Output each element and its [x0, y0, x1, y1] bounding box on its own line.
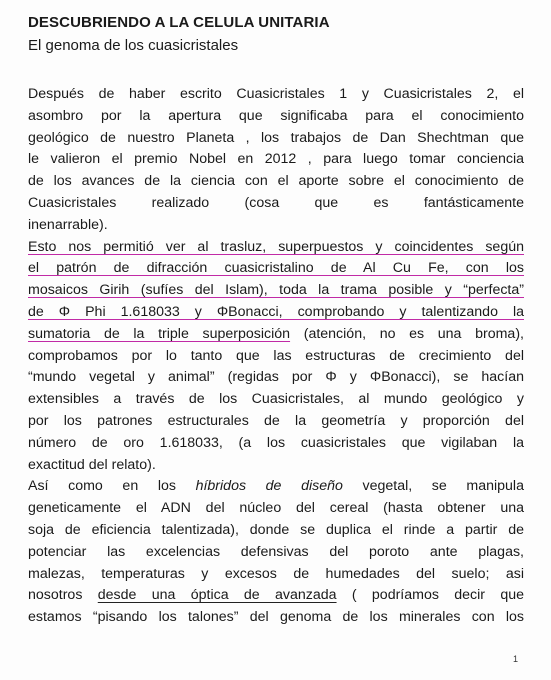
text-line: [28, 585, 524, 607]
text-line: [28, 237, 524, 259]
underlined-text: sumatoria de la triple superposición: [28, 325, 291, 342]
text-line: le valieron el premio Nobel en 2012 , para luego tomar conciencia: [28, 151, 524, 168]
underlined-text: desde una óptica de avanzada: [97, 587, 337, 604]
document-title: DESCUBRIENDO A LA CELULA UNITARIA: [28, 14, 330, 31]
text-line: “mundo vegetal y animal” (regidas por Φ y ΦBonacci), se hacían: [28, 369, 524, 386]
text-line: [28, 302, 524, 324]
text-line: malezas, temperaturas y excesos de humedades del suelo; asi: [28, 565, 524, 582]
text-line: número de oro 1.618033, (a los cuasicristales que vigilaban la: [28, 434, 524, 451]
text-line: por los patrones estructurales de la geometría y proporción del: [28, 412, 524, 429]
text-fragment: es: [373, 194, 389, 211]
text-line: Después de haber escrito Cuasicristales 1 y Cuasicristales 2, el: [28, 86, 524, 102]
text-line: exactitud del relato).: [28, 456, 156, 473]
text-line: [28, 324, 524, 346]
text-line: potenciar las excelencias defensivas del poroto ante plagas,: [28, 543, 524, 560]
text-line: soja de eficiencia talentizada), donde se duplica el rinde a partir de: [28, 521, 524, 538]
text-line: extensibles a través de los Cuasicristales, al mundo geológico y: [28, 391, 524, 408]
underlined-text: el patrón de difracción cuasicristalino de Al Cu Fe, con los: [28, 260, 524, 277]
text-fragment: Así como en los: [28, 478, 196, 495]
text-fragment: fantásticamente: [423, 194, 524, 211]
text-line: [28, 280, 524, 302]
underlined-text: mosaicos Girih (sufíes del Islam), toda la trama posible y “perfecta”: [28, 282, 524, 299]
text-fragment: nosotros: [28, 587, 98, 604]
text-line: geneticamente el ADN del núcleo del cereal (hasta obtener una: [28, 500, 524, 517]
text-fragment: que: [314, 194, 339, 211]
italic-text: híbridos de diseño: [195, 478, 343, 495]
body-text: [28, 84, 524, 629]
text-line: geológico de nuestro Planeta , los trabajos de Dan Shechtman que: [28, 129, 524, 146]
text-line: [28, 193, 524, 215]
text-line: [28, 476, 524, 498]
text-line: estamos “pisando los talones” del genoma de los minerales con los: [28, 609, 524, 626]
underlined-text: de Φ Phi 1.618033 y ΦBonacci, comprobando y talentizando la: [28, 303, 524, 320]
text-fragment: vegetal, se manipula: [342, 478, 524, 495]
underlined-text: Esto nos permitió ver al trasluz, superpuestos y coincidentes según: [28, 238, 524, 255]
text-line: inenarrable).: [28, 216, 108, 233]
text-fragment: (atención, no es una broma),: [290, 325, 524, 342]
text-fragment: ( podríamos decir que: [336, 587, 525, 604]
text-fragment: Cuasicristales: [28, 194, 117, 211]
text-line: de los avances de la ciencia con el aporte sobre el conocimiento de: [28, 173, 524, 190]
text-line: [28, 258, 524, 280]
page-number: 1: [512, 654, 518, 664]
document-subtitle: El genoma de los cuasicristales: [28, 37, 239, 54]
text-line: comprobamos por lo tanto que las estructuras de crecimiento del: [28, 347, 524, 364]
text-line: asombro por la apertura que significaba para el conocimiento: [28, 107, 524, 124]
text-fragment: realizado: [151, 194, 210, 211]
text-fragment: (cosa: [244, 194, 280, 211]
